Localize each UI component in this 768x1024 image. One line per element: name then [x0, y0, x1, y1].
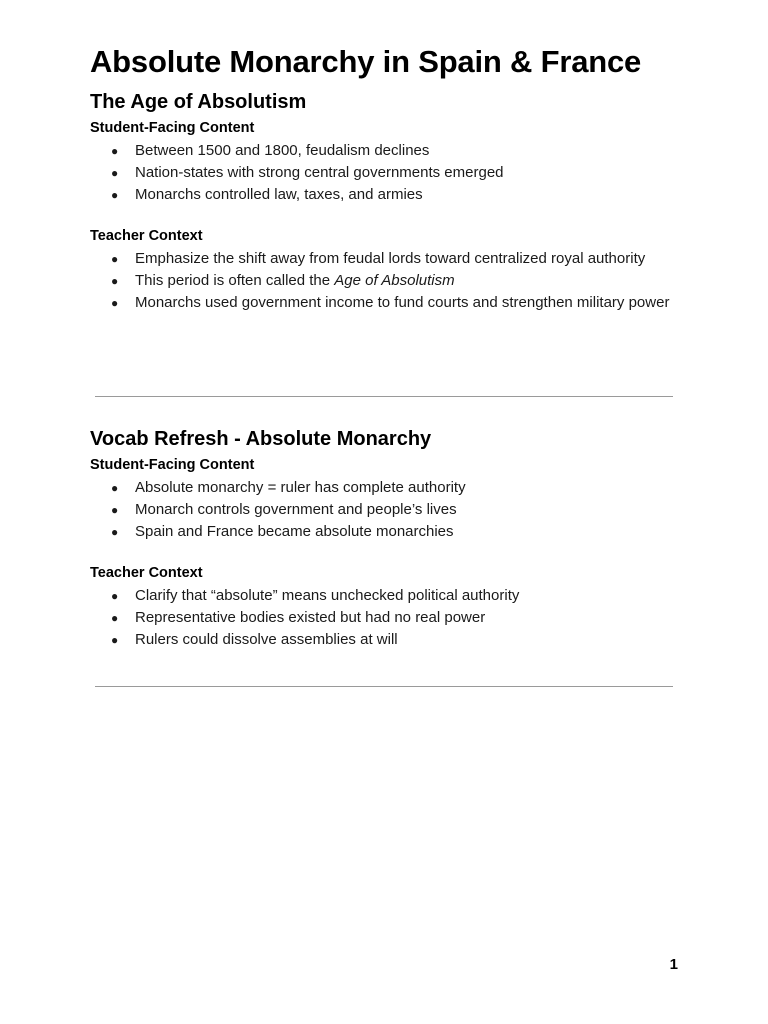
- section-heading: Vocab Refresh - Absolute Monarchy: [90, 428, 432, 450]
- bullet-icon: ●: [111, 611, 119, 626]
- student-content-label: Student-Facing Content: [90, 119, 255, 136]
- bullet-icon: ●: [111, 165, 119, 180]
- section-vocab-refresh: [90, 427, 680, 651]
- list-item-text: Representative bodies existed but had no real power: [135, 609, 486, 627]
- document-title: Absolute Monarchy in Spain & France: [90, 44, 642, 79]
- list-item: [90, 477, 680, 499]
- bullet-icon: ●: [111, 143, 119, 158]
- list-item: [90, 184, 680, 206]
- bullet-icon: ●: [111, 251, 119, 266]
- bullet-icon: ●: [111, 273, 119, 288]
- bullet-icon: ●: [111, 503, 119, 518]
- page-number: 1: [669, 956, 678, 973]
- section-divider: [95, 396, 673, 397]
- list-item-text: Emphasize the shift away from feudal lords toward centralized royal authority: [135, 249, 646, 267]
- list-item: [90, 162, 680, 184]
- list-item-text: Clarify that “absolute” means unchecked political authority: [135, 587, 520, 605]
- list-item: [90, 499, 680, 521]
- list-item-text: Between 1500 and 1800, feudalism declines: [135, 141, 430, 159]
- list-item: [90, 607, 680, 629]
- bullet-icon: ●: [111, 187, 119, 202]
- bullet-icon: ●: [111, 633, 119, 648]
- teacher-context-list: [90, 248, 680, 314]
- list-item: [90, 248, 680, 270]
- bullet-icon: ●: [111, 481, 119, 496]
- bullet-icon: ●: [111, 295, 119, 310]
- list-item-text: Monarch controls government and people’s lives: [135, 501, 457, 519]
- student-content-list: [90, 477, 680, 543]
- student-content-list: [90, 140, 680, 206]
- section-divider: [95, 686, 673, 687]
- list-item: [90, 521, 680, 543]
- bullet-icon: ●: [111, 525, 119, 540]
- list-item: [90, 140, 680, 162]
- section-age-of-absolutism: [90, 90, 680, 314]
- list-item-text: Absolute monarchy = ruler has complete authority: [135, 479, 466, 497]
- list-item: [90, 292, 680, 314]
- teacher-context-label: Teacher Context: [90, 565, 203, 582]
- list-item-text: Spain and France became absolute monarchies: [135, 523, 454, 541]
- emphasized-term: Age of Absolutism: [334, 271, 455, 289]
- list-item-text: Monarchs used government income to fund courts and strengthen military power: [135, 293, 670, 311]
- list-item: [90, 585, 680, 607]
- teacher-context-label: Teacher Context: [90, 227, 203, 244]
- list-item-text: This period is often called the: [135, 271, 335, 289]
- list-item: [90, 629, 680, 651]
- student-content-label: Student-Facing Content: [90, 457, 255, 473]
- bullet-icon: ●: [111, 589, 119, 604]
- document-page: [90, 44, 680, 314]
- teacher-context-list: [90, 585, 680, 651]
- list-item-text: Monarchs controlled law, taxes, and armies: [135, 185, 423, 203]
- list-item: [90, 270, 680, 292]
- list-item-text: Rulers could dissolve assemblies at will: [135, 631, 398, 649]
- list-item-text: Nation-states with strong central governments emerged: [135, 163, 504, 181]
- section-heading: The Age of Absolutism: [90, 90, 307, 113]
